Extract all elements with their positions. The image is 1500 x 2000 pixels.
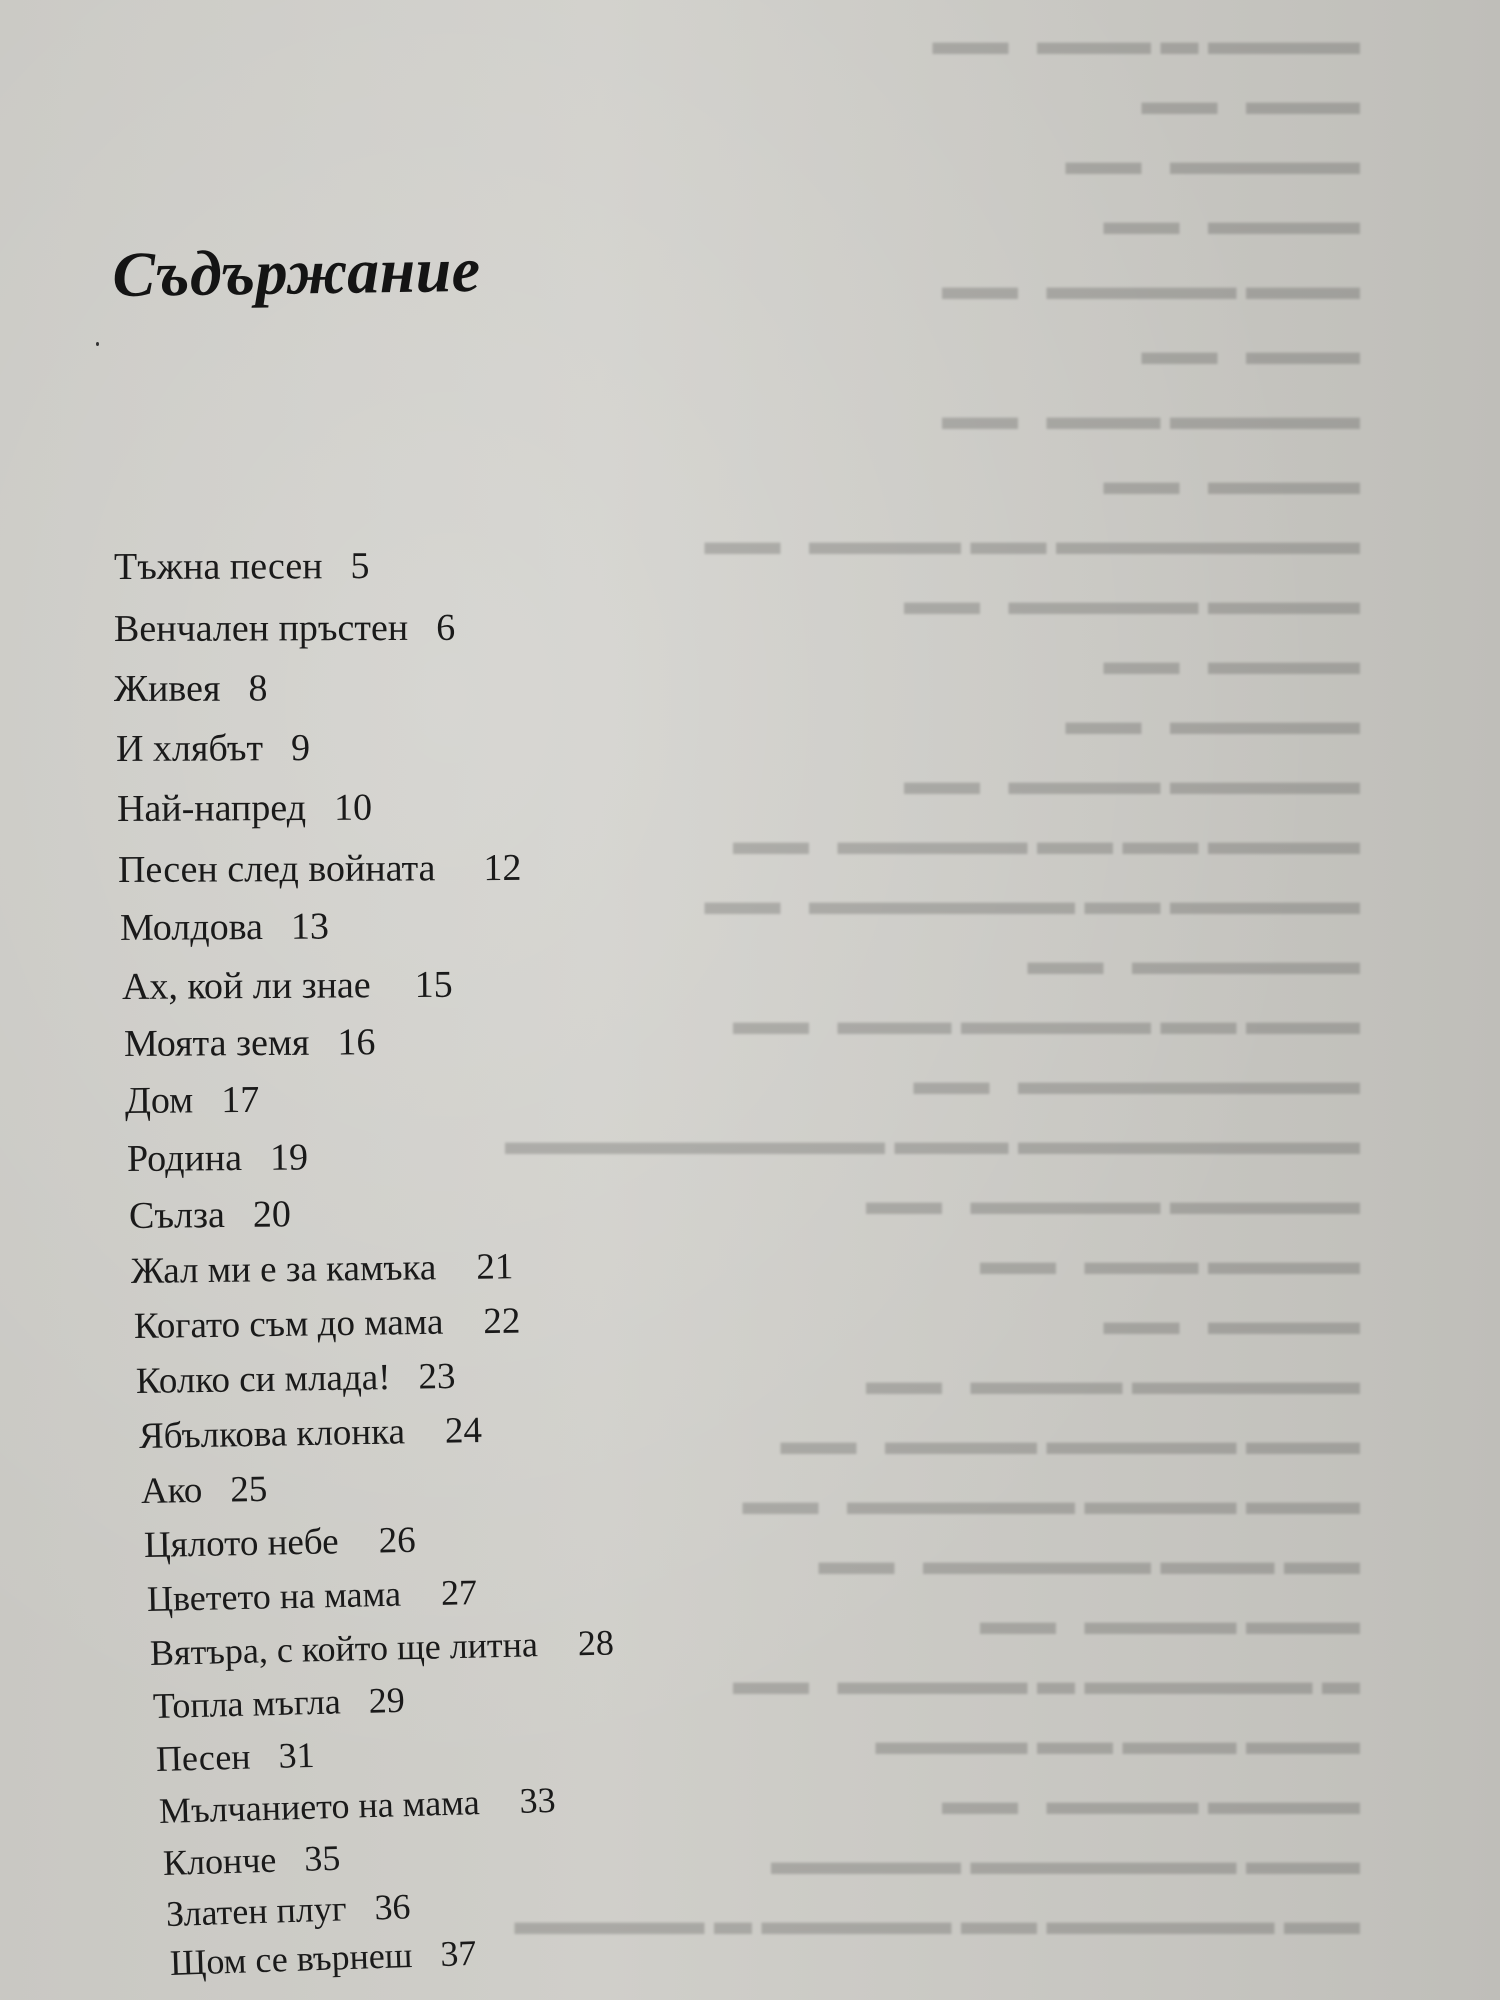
entry-page: 24 xyxy=(444,1410,483,1452)
entry-title: Ах, кой ли знае xyxy=(121,964,371,1008)
toc-entry xyxy=(139,1409,483,1458)
entry-title: Жал ми е за камъка xyxy=(130,1247,437,1292)
toc-entry xyxy=(162,1837,340,1884)
entry-page: 31 xyxy=(277,1734,316,1776)
entry-page: 35 xyxy=(303,1837,341,1879)
entry-title: Ако xyxy=(140,1469,203,1512)
entry-title: Вятъра, с който ще литна xyxy=(149,1624,539,1673)
entry-title: Тъжна песен xyxy=(113,545,323,588)
toc-entry xyxy=(122,963,453,1009)
entry-page: 33 xyxy=(519,1779,557,1821)
toc-entry xyxy=(152,1679,405,1727)
entry-title: Живея xyxy=(113,667,221,710)
entry-title: Щом се върнеш xyxy=(169,1934,414,1983)
toc-entry xyxy=(165,1885,411,1935)
entry-title: Родина xyxy=(126,1136,243,1180)
entry-title: Мълчанието на мама xyxy=(158,1782,481,1831)
entry-title: Клонче xyxy=(162,1839,277,1883)
entry-title: Когато съм до мама xyxy=(133,1301,444,1347)
entry-title: Моята земя xyxy=(123,1021,310,1065)
entry-page: 29 xyxy=(368,1679,406,1721)
entry-page: 12 xyxy=(483,846,522,890)
toc-entry xyxy=(150,1621,615,1674)
entry-page: 16 xyxy=(337,1021,376,1064)
entry-page: 13 xyxy=(290,905,330,948)
entry-page: 19 xyxy=(269,1136,309,1179)
entry-page: 25 xyxy=(229,1468,268,1511)
entry-page: 27 xyxy=(440,1572,478,1613)
entry-title: Песен xyxy=(155,1736,252,1779)
entry-page: 37 xyxy=(439,1932,477,1975)
toc-entry xyxy=(120,905,329,950)
entry-page: 6 xyxy=(436,606,456,649)
entry-page: 26 xyxy=(378,1519,416,1562)
toc-entry xyxy=(158,1779,556,1832)
toc-entry xyxy=(124,1020,376,1066)
entry-page: 8 xyxy=(248,667,268,710)
toc-entry xyxy=(116,726,310,771)
entry-title: Най-напред xyxy=(116,787,307,830)
toc-entry xyxy=(127,1135,308,1181)
entry-page: 20 xyxy=(252,1193,292,1236)
entry-title: Песен след войната xyxy=(117,847,436,891)
entry-title: Златен плуг xyxy=(165,1888,348,1934)
entry-title: Цялото небе xyxy=(143,1521,339,1566)
entry-title: Цветето на мама xyxy=(146,1573,402,1619)
entry-title: И хлябът xyxy=(115,727,264,770)
entry-page: 17 xyxy=(221,1078,260,1122)
page-title: Съдържание xyxy=(112,233,482,310)
toc-entry xyxy=(114,544,370,589)
entry-page: 9 xyxy=(290,726,311,770)
entry-page: 28 xyxy=(577,1622,615,1664)
entry-page: 5 xyxy=(350,545,370,588)
toc-entry xyxy=(134,1300,521,1348)
entry-title: Венчален пръстен xyxy=(113,606,409,650)
toc-entry xyxy=(169,1932,477,1984)
toc-entry xyxy=(147,1571,478,1620)
toc-entry xyxy=(117,786,372,831)
toc-entry xyxy=(118,846,522,892)
toc-entry xyxy=(114,606,455,651)
entry-title: Ябълкова клонка xyxy=(138,1411,406,1457)
entry-page: 23 xyxy=(418,1355,456,1398)
toc-entry xyxy=(136,1355,456,1403)
entry-title: Топла мъгла xyxy=(152,1681,342,1726)
entry-title: Молдова xyxy=(119,906,264,949)
bleed-through-text: ▬▬▬▬ ▬ ▬▬▬ ▬▬ ▬▬▬ ▬▬ ▬▬▬▬▬ ▬▬ ▬▬▬▬ ▬▬ ▬▬▬ ▬▬▬▬▬ ▬▬ ▬▬▬ ▬▬ ▬▬▬▬▬ ▬▬▬ ▬▬ ▬▬▬▬ ▬▬ ▬▬▬▬▬▬▬▬ ▬▬ ▬▬▬▬ ▬▬ ▬▬▬▬ ▬▬▬▬▬ ▬▬ ▬▬▬▬ ▬▬ ▬▬▬▬▬ ▬▬ ▬▬▬▬▬ ▬▬▬▬ ▬▬ ▬▬▬▬ ▬▬ ▬▬ ▬▬▬▬▬ ▬▬ ▬▬▬▬▬ ▬▬ ▬▬▬▬▬▬▬ ▬▬ ▬▬▬▬▬▬ ▬▬ ▬▬▬ ▬▬ ▬▬▬▬▬ ▬▬▬ ▬▬ ▬▬▬▬▬▬▬▬▬ ▬▬ ▬▬▬▬▬▬▬▬▬ ▬▬▬ ▬▬▬▬▬▬▬▬▬▬ ▬▬▬▬▬ ▬▬▬▬▬ ▬▬ ▬▬▬▬ ▬▬▬ ▬▬ ▬▬▬▬ ▬▬ ▬▬▬▬▬▬ ▬▬▬▬ ▬▬ ▬▬▬ ▬▬▬▬▬ ▬▬▬▬ ▬▬ ▬▬▬ ▬▬▬▬ ▬▬▬▬▬▬ ▬▬ ▬▬ ▬▬▬ ▬▬▬▬▬▬ ▬▬ ▬▬▬ ▬▬▬▬ ▬▬ ▬ ▬▬▬▬▬▬ ▬ ▬▬▬▬▬ ▬▬ ▬▬▬ ▬▬▬ ▬▬ ▬▬▬▬ ▬▬▬▬ ▬▬▬▬ ▬▬ ▬▬▬ ▬▬▬▬▬▬▬ ▬▬▬▬▬ ▬▬ ▬▬▬▬▬▬ ▬▬ ▬▬▬▬▬ ▬ ▬▬▬▬▬ xyxy=(505,21,1360,1943)
toc-entry xyxy=(155,1734,315,1780)
entry-page: 10 xyxy=(333,786,373,829)
entry-page: 15 xyxy=(414,963,453,1006)
toc-entry xyxy=(129,1192,291,1238)
toc-entry xyxy=(125,1078,260,1123)
entry-page: 22 xyxy=(483,1300,521,1343)
toc-entry xyxy=(144,1519,416,1567)
entry-page: 36 xyxy=(373,1886,412,1928)
entry-page: 21 xyxy=(476,1246,514,1288)
toc-entry xyxy=(131,1245,514,1293)
entry-title: Колко си млада! xyxy=(135,1357,391,1402)
entry-title: Дом xyxy=(124,1079,194,1122)
entry-title: Сълза xyxy=(128,1193,226,1237)
toc-entry xyxy=(141,1468,268,1513)
toc-entry xyxy=(114,666,268,711)
